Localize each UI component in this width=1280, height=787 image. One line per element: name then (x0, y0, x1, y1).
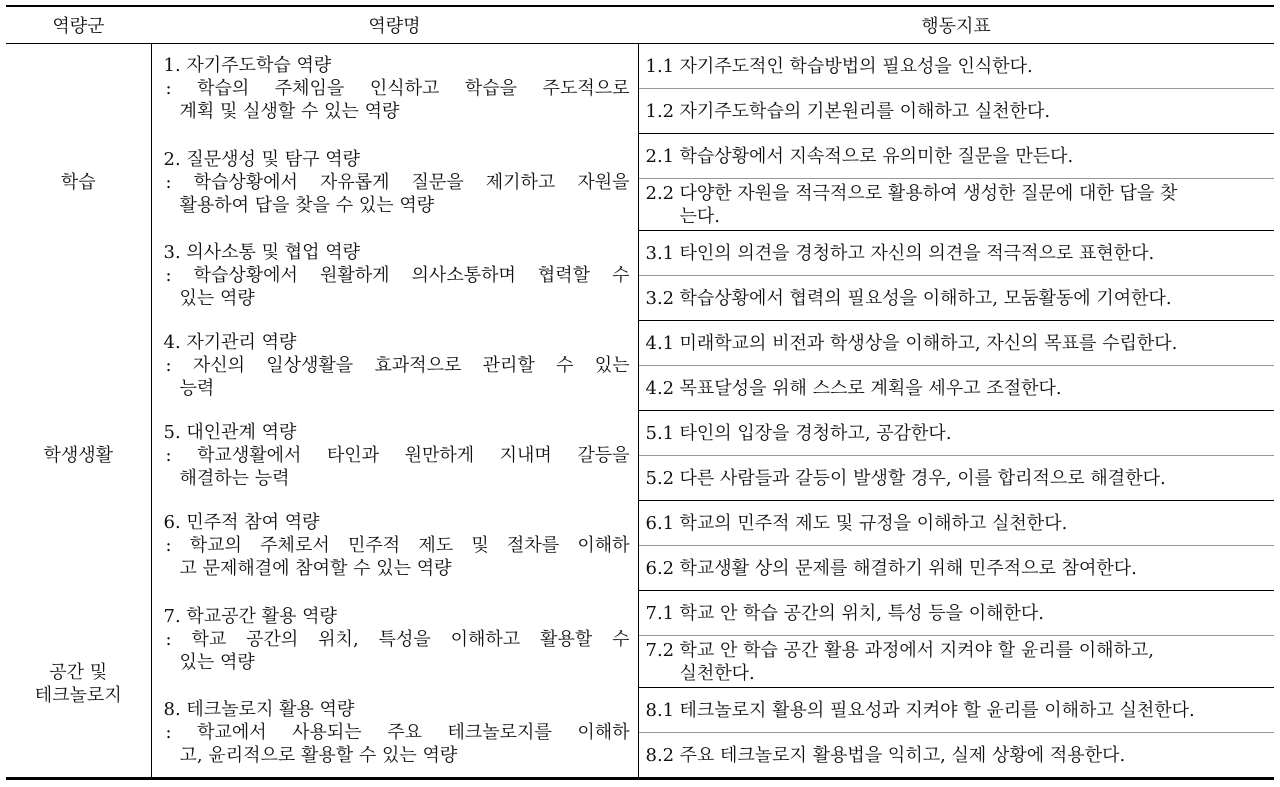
indicator-text: 학교 안 학습 공간 활용 과정에서 지켜야 할 윤리를 이해하고, (679, 639, 1155, 661)
indicator-line (646, 332, 1271, 355)
indicator-line (646, 639, 1271, 662)
indicator-cell (638, 501, 1274, 546)
indicator-cell (638, 456, 1274, 501)
competency-description-line: : 자신의 일상생활을 효과적으로 관리할 수 있는 (165, 355, 630, 376)
indicator-number: 4.2 (645, 377, 675, 399)
indicator-number: 4.1 (645, 332, 675, 354)
indicator-text: 다양한 자원을 적극적으로 활용하여 생성한 질문에 대한 답을 찾 (679, 182, 1178, 204)
table-row (6, 231, 1274, 276)
competency-description-line: 고 문제해결에 참여할 수 있는 역량 (179, 558, 452, 579)
indicator-line (646, 145, 1271, 168)
indicator-cell (638, 134, 1274, 179)
indicator-line (646, 422, 1271, 445)
indicator-line (646, 699, 1271, 722)
competency-description (164, 444, 630, 490)
indicator-cell (638, 636, 1274, 688)
competency-description-line: : 학교에서 사용되는 주요 테크놀로지를 이해하 (165, 721, 630, 743)
competency-description-line: 능력 (179, 378, 215, 399)
table-row (6, 411, 1274, 456)
indicator-line (646, 377, 1271, 400)
indicator-text: 학습상황에서 지속적으로 유의미한 질문을 만든다. (679, 145, 1074, 167)
competency-description (164, 628, 630, 674)
indicator-number: 6.1 (645, 512, 675, 534)
competency-cell (151, 231, 638, 321)
competency-description-line: 있는 역량 (179, 651, 255, 673)
competency-description (164, 171, 630, 217)
indicator-number: 5.1 (645, 422, 675, 444)
table-body (6, 44, 1274, 779)
competency-title: 1. 자기주도학습 역량 (163, 55, 332, 77)
group-cell (6, 321, 151, 591)
indicator-text: 학교 안 학습 공간의 위치, 특성 등을 이해한다. (679, 602, 1044, 624)
indicator-number: 2.2 (645, 182, 675, 204)
indicator-number: 8.2 (645, 744, 675, 766)
indicator-text: 목표달성을 위해 스스로 계획을 세우고 조절한다. (679, 377, 1062, 399)
competency-cell (151, 688, 638, 779)
indicator-text-continued: 실천한다. (679, 662, 755, 684)
competency-description-line: : 학습상황에서 원활하게 의사소통하며 협력할 수 (165, 265, 630, 286)
indicator-text: 자기주도학습의 기본원리를 이해하고 실천한다. (679, 100, 1051, 122)
indicator-number: 1.1 (645, 55, 675, 77)
indicator-cell (638, 44, 1274, 89)
competency-description-line: : 학교 공간의 위치, 특성을 이해하고 활용할 수 (165, 628, 630, 650)
competency-title: 2. 질문생성 및 탐구 역량 (163, 148, 361, 170)
indicator-cell (638, 89, 1274, 134)
competency-title: 8. 테크놀로지 활용 역량 (163, 698, 355, 720)
group-name-line: 테크놀로지 (34, 684, 122, 706)
indicator-text: 미래학교의 비전과 학생상을 이해하고, 자신의 목표를 수립한다. (679, 332, 1178, 354)
competency-description (164, 721, 630, 767)
indicator-number: 1.2 (645, 100, 675, 122)
indicator-cell (638, 366, 1274, 411)
indicator-line (646, 100, 1271, 123)
header-row (6, 6, 1274, 44)
indicator-text-continued: 는다. (679, 205, 720, 227)
competency-title: 7. 학교공간 활용 역량 (163, 605, 337, 627)
header-competency: 역량명 (151, 6, 638, 44)
indicator-text: 타인의 입장을 경청하고, 공감한다. (679, 422, 952, 444)
indicator-cell (638, 179, 1274, 231)
indicator-number: 7.2 (645, 639, 675, 661)
indicator-cell (638, 546, 1274, 591)
table-row (6, 688, 1274, 733)
competency-description-line: : 학교생활에서 타인과 원만하게 지내며 갈등을 (165, 445, 630, 466)
indicator-text: 학습상황에서 협력의 필요성을 이해하고, 모둠활동에 기여한다. (679, 287, 1172, 309)
indicator-line (646, 602, 1271, 625)
group-name-line: 학습 (60, 171, 96, 193)
indicator-text: 테크놀로지 활용의 필요성과 지켜야 할 윤리를 이해하고 실천한다. (679, 699, 1195, 721)
competency-title: 4. 자기관리 역량 (163, 332, 297, 353)
indicator-cell (638, 733, 1274, 779)
competency-description-line: : 학습상황에서 자유롭게 질문을 제기하고 자원을 (165, 171, 630, 193)
competency-description-line: : 학교의 주체로서 민주적 제도 및 절차를 이해하 (165, 535, 630, 556)
competency-table-container (6, 5, 1274, 780)
indicator-text: 타인의 의견을 경청하고 자신의 의견을 적극적으로 표현한다. (679, 242, 1155, 264)
indicator-line (646, 744, 1271, 767)
competency-description-line: : 학습의 주체임을 인식하고 학습을 주도적으로 (165, 78, 630, 100)
indicator-number: 8.1 (645, 699, 675, 721)
indicator-cell (638, 321, 1274, 366)
indicator-line (646, 55, 1271, 78)
indicator-text: 학교생활 상의 문제를 해결하기 위해 민주적으로 참여한다. (679, 557, 1137, 579)
group-name-line: 공간 및 (49, 661, 108, 683)
competency-description-line: 있는 역량 (179, 288, 255, 309)
indicator-number: 3.2 (645, 287, 675, 309)
indicator-line (646, 287, 1271, 310)
group-name-line: 학생생활 (43, 445, 114, 466)
indicator-cell (638, 688, 1274, 733)
competency-cell (151, 501, 638, 591)
competency-cell (151, 591, 638, 688)
indicator-line (646, 182, 1271, 205)
table-row (6, 134, 1274, 179)
competency-description (164, 534, 630, 580)
competency-description (164, 354, 630, 400)
group-cell (6, 591, 151, 779)
competency-title: 5. 대인관계 역량 (163, 422, 297, 443)
indicator-text: 주요 테크놀로지 활용법을 익히고, 실제 상황에 적용한다. (679, 744, 1126, 766)
competency-description (164, 264, 630, 310)
indicator-line (646, 557, 1271, 580)
competency-description-line: 활용하여 답을 찾을 수 있는 역량 (179, 194, 435, 216)
competency-cell (151, 321, 638, 411)
indicator-number: 5.2 (645, 467, 675, 489)
indicator-number: 3.1 (645, 242, 675, 264)
indicator-cell (638, 231, 1274, 276)
indicator-cell (638, 591, 1274, 636)
competency-description-line: 해결하는 능력 (179, 468, 290, 489)
competency-description (164, 77, 630, 123)
indicator-cell (638, 276, 1274, 321)
competency-cell (151, 411, 638, 501)
indicator-number: 6.2 (645, 557, 675, 579)
indicator-cell (638, 411, 1274, 456)
indicator-text: 학교의 민주적 제도 및 규정을 이해하고 실천한다. (679, 512, 1068, 534)
group-cell (6, 44, 151, 321)
competency-title: 3. 의사소통 및 협업 역량 (163, 242, 361, 263)
competency-description-line: 계획 및 실생할 수 있는 역량 (179, 101, 400, 123)
competency-table (6, 5, 1274, 780)
indicator-text: 자기주도적인 학습방법의 필요성을 인식한다. (679, 55, 1033, 77)
competency-title: 6. 민주적 참여 역량 (163, 512, 320, 533)
competency-cell (151, 134, 638, 231)
indicator-number: 2.1 (645, 145, 675, 167)
table-row (6, 591, 1274, 636)
competency-cell (151, 44, 638, 134)
indicator-text: 다른 사람들과 갈등이 발생할 경우, 이를 합리적으로 해결한다. (679, 467, 1166, 489)
header-group: 역량군 (6, 6, 151, 44)
table-row (6, 44, 1274, 89)
indicator-line (646, 467, 1271, 490)
indicator-number: 7.1 (645, 602, 675, 624)
header-indicator: 행동지표 (638, 6, 1274, 44)
indicator-line (646, 242, 1271, 265)
table-row (6, 321, 1274, 366)
table-row (6, 501, 1274, 546)
indicator-line (646, 512, 1271, 535)
competency-description-line: 고, 윤리적으로 활용할 수 있는 역량 (179, 744, 458, 766)
